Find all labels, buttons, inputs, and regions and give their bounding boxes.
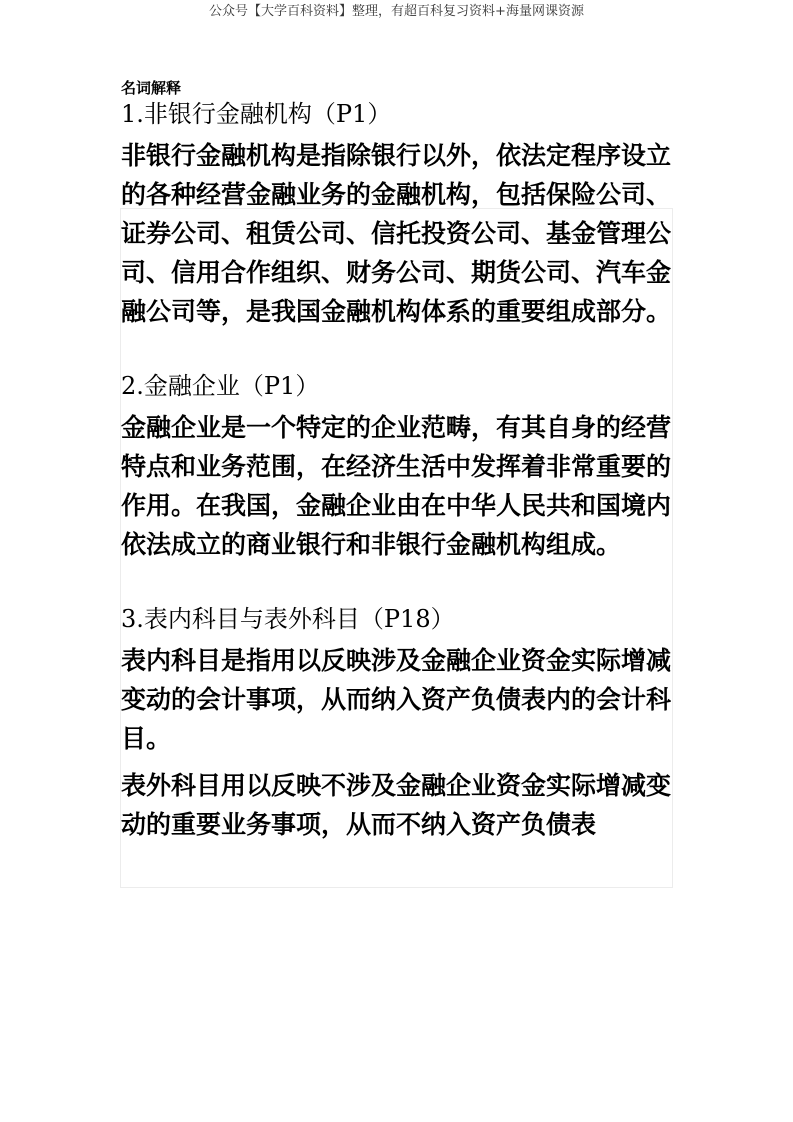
header-note: 公众号【大学百科资料】整理，有超百科复习资料+海量网课资源: [209, 4, 584, 19]
document-body: [121, 78, 681, 844]
entry-paragraph: 金融企业是一个特定的企业范畴，有其自身的经营特点和业务范围，在经济生活中发挥着非常重要的作用。在我国，金融企业由在中华人民共和国境内依法成立的商业银行和非银行金融机构组成。: [121, 413, 672, 559]
entry-2: [121, 374, 681, 564]
entry-title: 1.非银行金融机构（P1）: [121, 100, 392, 128]
entry-paragraph: 表内科目是指用以反映涉及金融企业资金实际增减变动的会计事项，从而纳入资产负债表内的会计科目。: [121, 646, 672, 753]
entry-3: [121, 607, 681, 844]
entry-paragraph: 表外科目用以反映不涉及金融企业资金实际增减变动的重要业务事项，从而不纳入资产负债表: [121, 771, 672, 839]
spacer: [121, 564, 681, 603]
spacer: [121, 331, 681, 370]
entry-paragraph: 非银行金融机构是指除银行以外，依法定程序设立的各种经营金融业务的金融机构，包括保险公司、证券公司、租赁公司、信托投资公司、基金管理公司、信用合作组织、财务公司、期货公司、汽车金融公司等，是我国金融机构体系的重要组成部分。: [121, 141, 672, 326]
section-label: 名词解释: [121, 79, 182, 97]
entry-title: 2.金融企业（P1）: [121, 372, 320, 400]
entry-1: [121, 102, 681, 331]
entry-title: 3.表内科目与表外科目（P18）: [121, 605, 455, 633]
